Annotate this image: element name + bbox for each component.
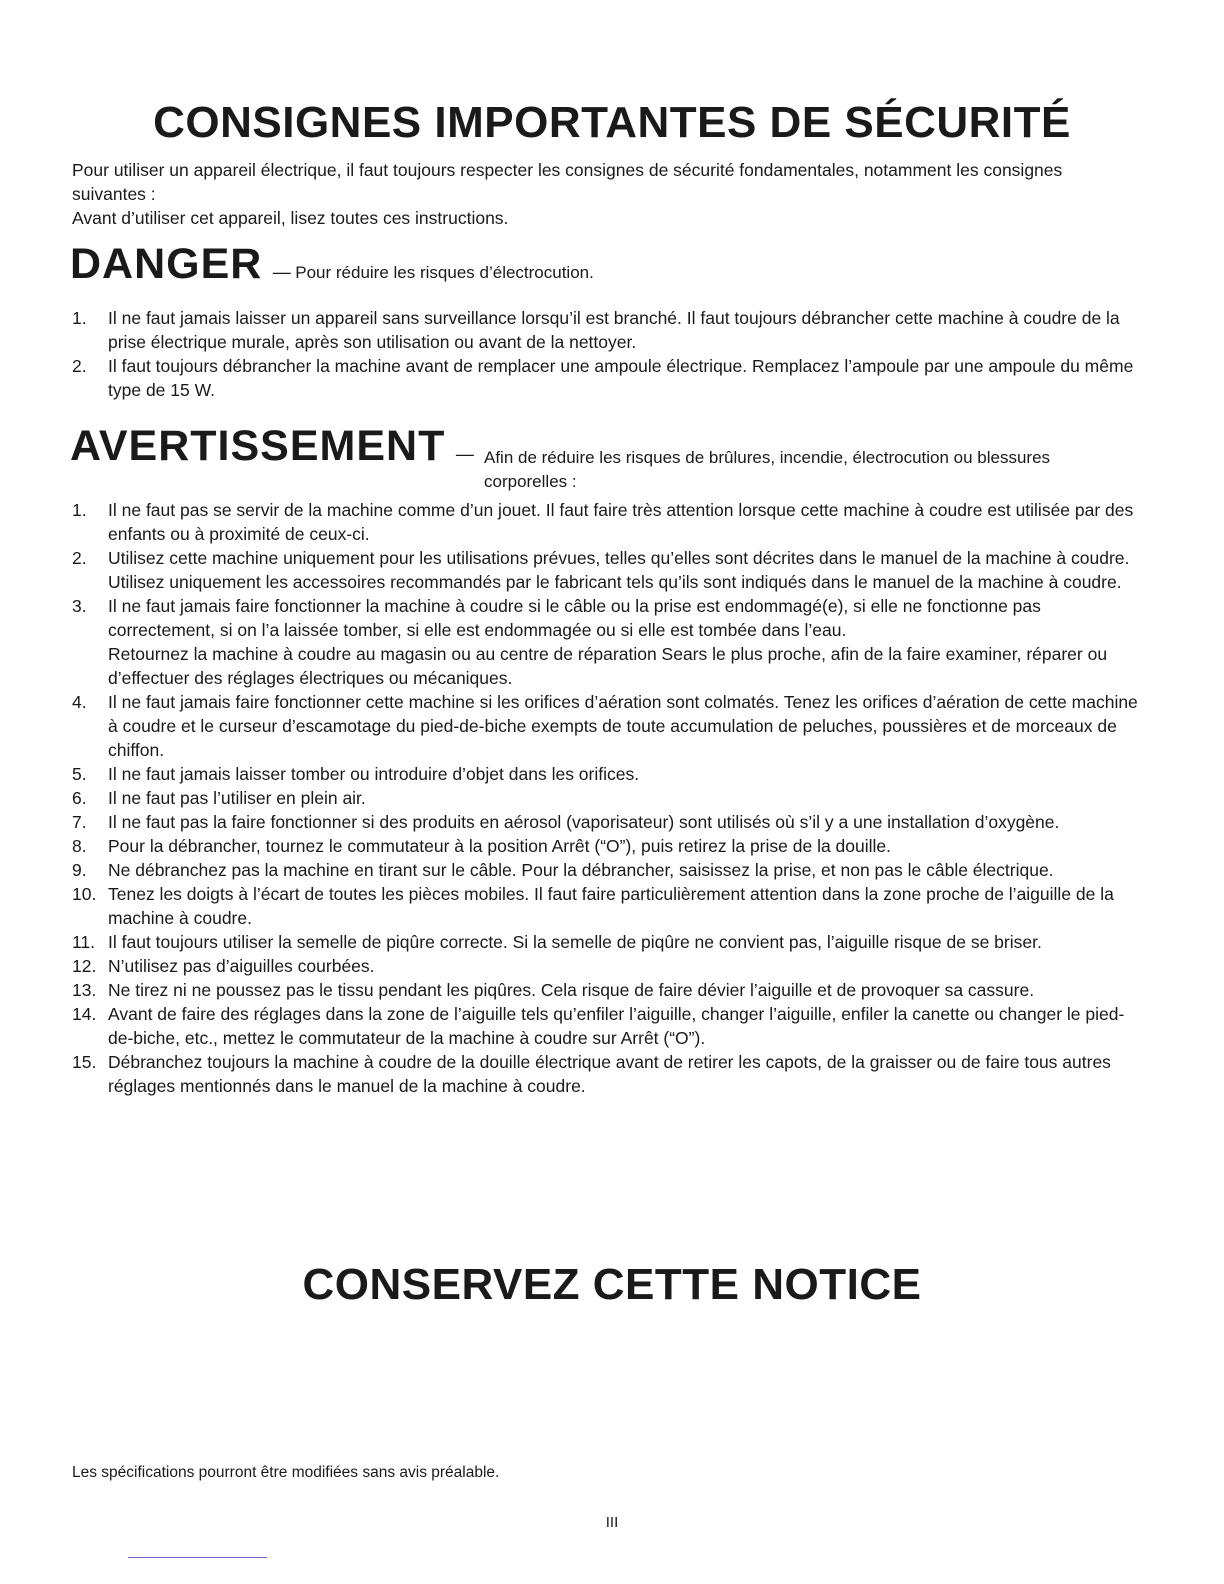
list-item <box>72 858 1147 882</box>
item-text: Il faut toujours débrancher la machine avant de remplacer une ampoule électrique. Remplacez l’ampoule par une ampoule du même type de 15 W. <box>108 356 1134 400</box>
item-number: 5. <box>72 764 87 784</box>
danger-heading <box>70 240 594 289</box>
warning-list <box>72 498 1147 1098</box>
intro-paragraph: Avant d’utiliser cet appareil, lisez toutes ces instructions. <box>72 208 509 228</box>
list-item <box>72 786 1147 810</box>
item-number: 11. <box>72 932 96 952</box>
save-notice-title: CONSERVEZ CETTE NOTICE <box>302 1260 922 1309</box>
list-item <box>72 834 1147 858</box>
item-text: Avant de faire des réglages dans la zone de l’aiguille tels qu’enfiler l’aiguille, changer l’aiguille, enfiler la canette ou changer le pied-de-biche, etc., mettez le commutateur de la machine à coudre sur Arrêt (“O”). <box>108 1004 1125 1048</box>
warning-heading <box>70 422 474 471</box>
item-number: 10. <box>72 884 97 904</box>
page-title: CONSIGNES IMPORTANTES DE SÉCURITÉ <box>153 98 1071 147</box>
item-text: Ne tirez ni ne poussez pas le tissu pendant les piqûres. Cela risque de faire dévier l’aiguille et de provoquer sa cassure. <box>108 980 1035 1000</box>
item-text: Ne débranchez pas la machine en tirant sur le câble. Pour la débrancher, saisissez la prise, et non pas le câble électrique. <box>108 860 1054 880</box>
warning-dash: — <box>455 444 474 464</box>
item-number: 9. <box>72 860 87 880</box>
item-text: Il faut toujours utiliser la semelle de piqûre correcte. Si la semelle de piqûre ne convient pas, l’aiguille risque de se briser. <box>108 932 1042 952</box>
intro-paragraph: Pour utiliser un appareil électrique, il faut toujours respecter les consignes de sécurité fondamentales, notamment les consignes suivantes : <box>72 160 1063 204</box>
item-number: 4. <box>72 692 87 712</box>
item-number: 6. <box>72 788 87 808</box>
list-item <box>72 810 1147 834</box>
page-number: III <box>605 1514 619 1531</box>
item-text: Tenez les doigts à l’écart de toutes les pièces mobiles. Il faut faire particulièrement attention dans la zone proche de l’aiguille de la machine à coudre. <box>108 884 1114 928</box>
item-number: 13. <box>72 980 97 1000</box>
list-item <box>72 1002 1147 1050</box>
item-text: Il ne faut jamais laisser un appareil sans surveillance lorsqu’il est branché. Il faut toujours débrancher cette machine à coudre de la prise électrique murale, après son utilisation ou avant de la nettoyer. <box>108 308 1120 352</box>
list-item <box>72 594 1147 690</box>
item-text: Il ne faut pas la faire fonctionner si des produits en aérosol (vaporisateur) sont utilisés où s’il y a une installation d’oxygène. <box>108 812 1060 832</box>
item-text: Pour la débrancher, tournez le commutateur à la position Arrêt (“O”), puis retirez la prise de la douille. <box>108 836 892 856</box>
danger-label: DANGER <box>70 240 263 288</box>
item-text: Débranchez toujours la machine à coudre de la douille électrique avant de retirer les capots, de la graisser ou de faire tous autres réglages mentionnés dans le manuel de la machine à coudre. <box>108 1052 1111 1096</box>
item-number: 2. <box>72 548 87 568</box>
item-number: 1. <box>72 500 87 520</box>
item-text: Il ne faut pas l’utiliser en plein air. <box>108 788 366 808</box>
item-text: Il ne faut jamais faire fonctionner cette machine si les orifices d’aération sont colmatés. Tenez les orifices d’aération de cette machine à coudre et le curseur d’escamotage du pied-de-biche exempts de toute accumulation de peluches, poussières et de morceaux de chiffon. <box>108 692 1138 760</box>
specifications-footnote: Les spécifications pourront être modifiées sans avis préalable. <box>72 1464 500 1481</box>
list-item <box>72 306 1142 354</box>
item-number: 7. <box>72 812 87 832</box>
item-number: 12. <box>72 956 97 976</box>
list-item <box>72 978 1147 1002</box>
list-item <box>72 930 1147 954</box>
list-item <box>72 690 1147 762</box>
item-number: 3. <box>72 596 87 616</box>
item-number: 14. <box>72 1004 97 1024</box>
warning-subtitle: Afin de réduire les risques de brûlures, incendie, électrocution ou blessures corporelles : <box>484 448 1051 491</box>
footer-rule <box>128 1557 267 1558</box>
item-number: 2. <box>72 356 87 376</box>
warning-label: AVERTISSEMENT <box>70 422 446 470</box>
item-number: 15. <box>72 1052 97 1072</box>
danger-subtitle: Pour réduire les risques d’électrocution. <box>295 263 594 282</box>
item-number: 1. <box>72 308 87 328</box>
item-text: Il ne faut pas se servir de la machine comme d’un jouet. Il faut faire très attention lorsque cette machine à coudre est utilisée par des enfants ou à proximité de ceux-ci. <box>108 500 1134 544</box>
danger-dash: — <box>272 262 291 282</box>
item-number: 8. <box>72 836 87 856</box>
item-text: Utilisez uniquement les accessoires recommandés par le fabricant tels qu’ils sont indiqués dans le manuel de la machine à coudre. <box>108 572 1122 592</box>
list-item <box>72 1050 1147 1098</box>
intro-text <box>72 158 1132 230</box>
item-text: Retournez la machine à coudre au magasin ou au centre de réparation Sears le plus proche, afin de la faire examiner, réparer ou d’effectuer des réglages électriques ou mécaniques. <box>108 644 1108 688</box>
list-item <box>72 498 1147 546</box>
list-item <box>72 882 1147 930</box>
item-text: Il ne faut jamais laisser tomber ou introduire d’objet dans les orifices. <box>108 764 640 784</box>
list-item <box>72 354 1142 402</box>
list-item <box>72 762 1147 786</box>
list-item <box>72 546 1147 594</box>
item-text: Utilisez cette machine uniquement pour les utilisations prévues, telles qu’elles sont décrites dans le manuel de la machine à coudre. <box>108 548 1130 568</box>
item-text: N’utilisez pas d’aiguilles courbées. <box>108 956 375 976</box>
item-text: Il ne faut jamais faire fonctionner la machine à coudre si le câble ou la prise est endommagé(e), si elle ne fonctionne pas correctement, si on l’a laissée tomber, si elle est endommagée ou si elle est tombée dans l’eau. <box>108 596 1041 640</box>
danger-list <box>72 306 1142 402</box>
list-item <box>72 954 1147 978</box>
